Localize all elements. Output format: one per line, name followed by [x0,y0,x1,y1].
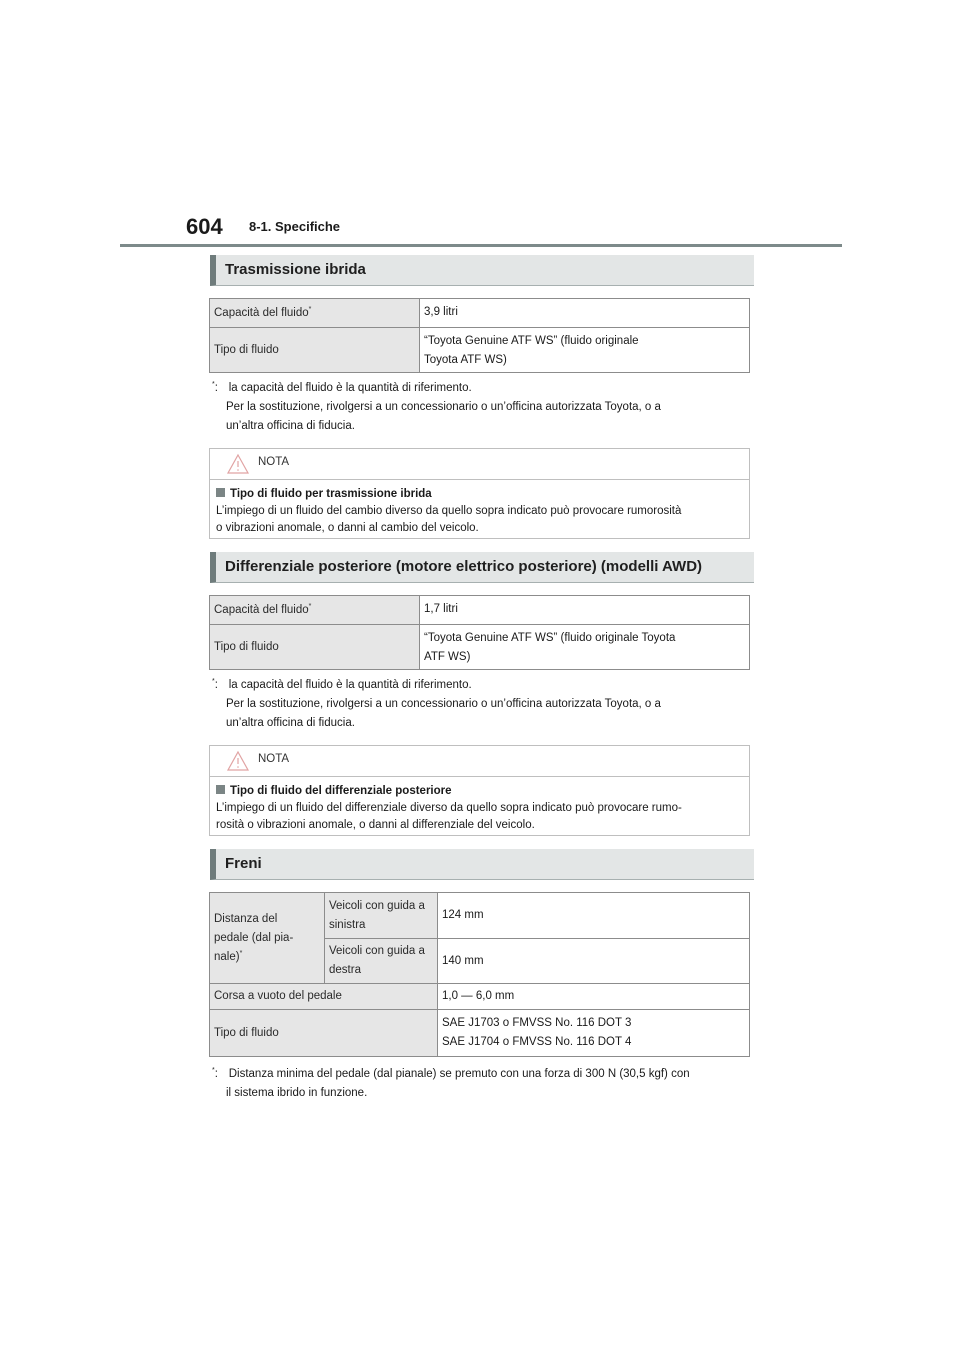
footnote-brakes: *: Distanza minima del pedale (dal pianale) se premuto con una forza di 300 N (30,5 kgf) con il sistema ibrido in funzione. [212,1067,690,1099]
footnote-hybrid: *: la capacità del fluido è la quantità di riferimento. Per la sostituzione, rivolgersi a un concessionario o un’officina autorizzata Toyota, o a un’altra officina di fiducia. [212,381,661,432]
warning-triangle-icon [226,453,250,475]
warning-triangle-icon [226,750,250,772]
rear-differential-table [209,595,750,670]
section-title: Differenziale posteriore (motore elettrico posteriore) (modelli AWD) [225,558,703,575]
square-bullet-icon [216,488,225,497]
brake-fluid-type-value: SAE J1703 o FMVSS No. 116 DOT 3 SAE J1704 o FMVSS No. 116 DOT 4 [438,1010,750,1057]
section-heading-hybrid-transmission [210,255,754,286]
hybrid-transmission-table [209,298,750,373]
nota-label: NOTA [258,456,290,468]
nota-text: o vibrazioni anomale, o danni al cambio del veicolo. [216,522,479,534]
rhd-label: Veicoli con guida a destra [325,939,438,984]
nota-text: L’impiego di un fluido del cambio diverso da quello sopra indicato può provocare rumorosità [216,505,682,517]
nota-box-differential [209,745,750,836]
fluid-type-value: “Toyota Genuine ATF WS” (fluido originale Toyota ATF WS) [420,625,750,670]
fluid-capacity-value: 3,9 litri [420,299,750,328]
page-number: 604 [186,214,223,239]
brakes-table [209,892,750,1057]
section-title: Trasmissione ibrida [225,261,366,278]
nota-label: NOTA [258,753,290,765]
square-bullet-icon [216,785,225,794]
section-heading-brakes [210,849,754,880]
footnote-differential: *: la capacità del fluido è la quantità di riferimento. Per la sostituzione, rivolgersi a un concessionario o un’officina autorizzata Toyota, o a un’altra officina di fiducia. [212,678,661,729]
fluid-capacity-label: Capacità del fluido* [210,596,420,625]
brake-fluid-type-label: Tipo di fluido [210,1010,438,1057]
lhd-value: 124 mm [438,893,750,939]
nota-subtitle: Tipo di fluido del differenziale posteriore [230,785,452,797]
nota-text: rosità o vibrazioni anomale, o danni al differenziale del veicolo. [216,819,535,831]
table-row [210,1010,750,1057]
nota-box-hybrid [209,448,750,539]
fluid-type-label: Tipo di fluido [210,625,420,670]
fluid-capacity-value: 1,7 litri [420,596,750,625]
free-play-label: Corsa a vuoto del pedale [210,984,438,1010]
free-play-value: 1,0 — 6,0 mm [438,984,750,1010]
section-heading-rear-differential [210,552,754,583]
table-row [210,625,750,670]
rhd-value: 140 mm [438,939,750,984]
fluid-capacity-label: Capacità del fluido* [210,299,420,328]
table-row [210,596,750,625]
nota-subtitle: Tipo di fluido per trasmissione ibrida [230,488,432,500]
section-title: Freni [225,855,262,872]
header-rule [120,244,842,247]
table-row [210,984,750,1010]
pedal-distance-label: Distanza del pedale (dal pia- nale)* [210,893,325,984]
chapter-title: 8-1. Specifiche [249,219,341,234]
lhd-label: Veicoli con guida a sinistra [325,893,438,939]
table-row [210,299,750,328]
table-row [210,328,750,373]
fluid-type-value: “Toyota Genuine ATF WS” (fluido originale Toyota ATF WS) [420,328,750,373]
table-row [210,893,750,939]
nota-text: L’impiego di un fluido del differenziale diverso da quello sopra indicato può provocare rumo- [216,802,682,814]
fluid-type-label: Tipo di fluido [210,328,420,373]
